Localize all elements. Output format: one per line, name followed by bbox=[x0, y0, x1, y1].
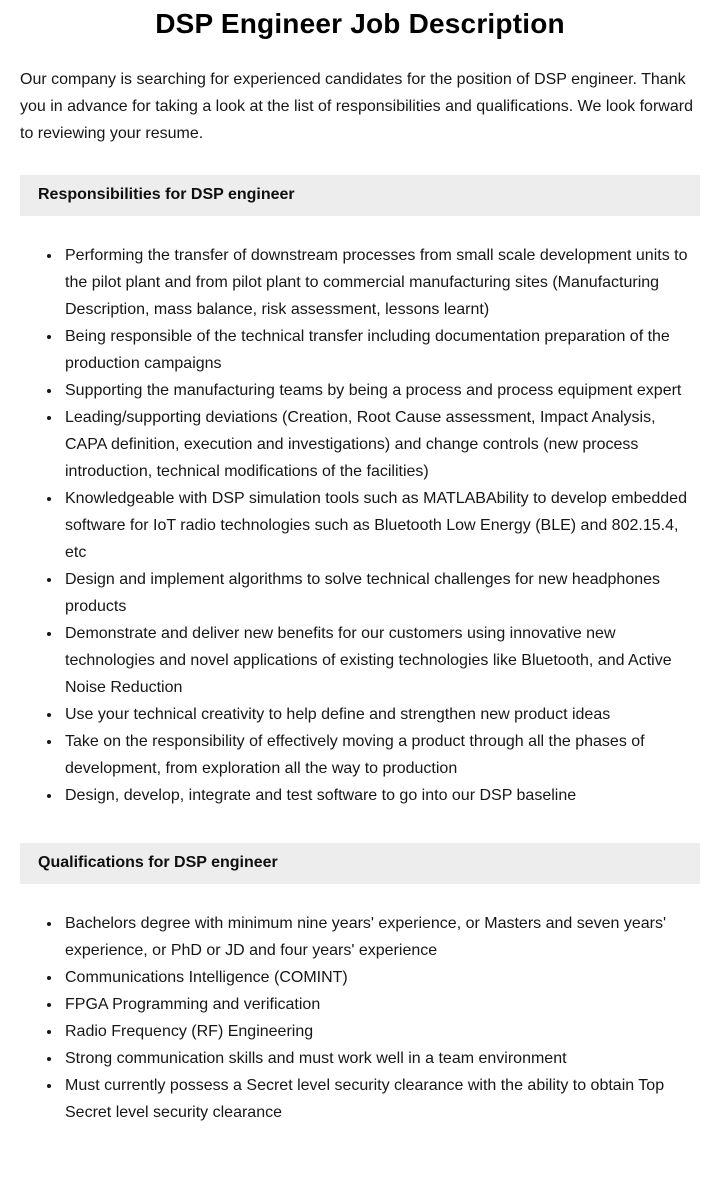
list-item: • Radio Frequency (RF) Engineering bbox=[62, 1018, 700, 1045]
list-item: • Performing the transfer of downstream processes from small scale development units to the pilot plant and from pilot plant to commercial manufacturing sites (Manufacturing Description, mass balance, risk assessment, lessons learnt) bbox=[62, 242, 700, 323]
responsibilities-section-heading: Responsibilities for DSP engineer bbox=[20, 175, 700, 216]
list-item: • Knowledgeable with DSP simulation tools such as MATLABAbility to develop embedded software for IoT radio technologies such as Bluetooth Low Energy (BLE) and 802.15.4, etc bbox=[62, 485, 700, 566]
qualifications-list bbox=[20, 910, 700, 1126]
section-responsibilities bbox=[20, 175, 700, 809]
responsibilities-list bbox=[20, 242, 700, 809]
list-item: • Strong communication skills and must work well in a team environment bbox=[62, 1045, 700, 1072]
list-item: • Demonstrate and deliver new benefits for our customers using innovative new technologies and novel applications of existing technologies like Bluetooth, and Active Noise Reduction bbox=[62, 620, 700, 701]
intro-paragraph: Our company is searching for experienced candidates for the position of DSP engineer. Thank you in advance for taking a look at the list of responsibilities and qualifications. We look forward to reviewing your resume. bbox=[20, 71, 693, 142]
qualifications-section-heading: Qualifications for DSP engineer bbox=[20, 843, 700, 884]
list-item: • Supporting the manufacturing teams by being a process and process equipment expert bbox=[62, 377, 700, 404]
section-qualifications bbox=[20, 843, 700, 1126]
list-item: • Take on the responsibility of effectively moving a product through all the phases of development, from exploration all the way to production bbox=[62, 728, 700, 782]
list-item: • Communications Intelligence (COMINT) bbox=[62, 964, 700, 991]
list-item: • Use your technical creativity to help define and strengthen new product ideas bbox=[62, 701, 700, 728]
list-item: • Design and implement algorithms to solve technical challenges for new headphones products bbox=[62, 566, 700, 620]
list-item: • Leading/supporting deviations (Creation, Root Cause assessment, Impact Analysis, CAPA definition, execution and investigations) and change controls (new process introduction, technical modifications of the facilities) bbox=[62, 404, 700, 485]
list-item: • Bachelors degree with minimum nine years' experience, or Masters and seven years' experience, or PhD or JD and four years' experience bbox=[62, 910, 700, 964]
list-item: • Being responsible of the technical transfer including documentation preparation of the production campaigns bbox=[62, 323, 700, 377]
list-item: • FPGA Programming and verification bbox=[62, 991, 700, 1018]
list-item: • Must currently possess a Secret level security clearance with the ability to obtain Top Secret level security clearance bbox=[62, 1072, 700, 1126]
list-item: • Design, develop, integrate and test software to go into our DSP baseline bbox=[62, 782, 700, 809]
page-title: DSP Engineer Job Description bbox=[155, 8, 565, 39]
